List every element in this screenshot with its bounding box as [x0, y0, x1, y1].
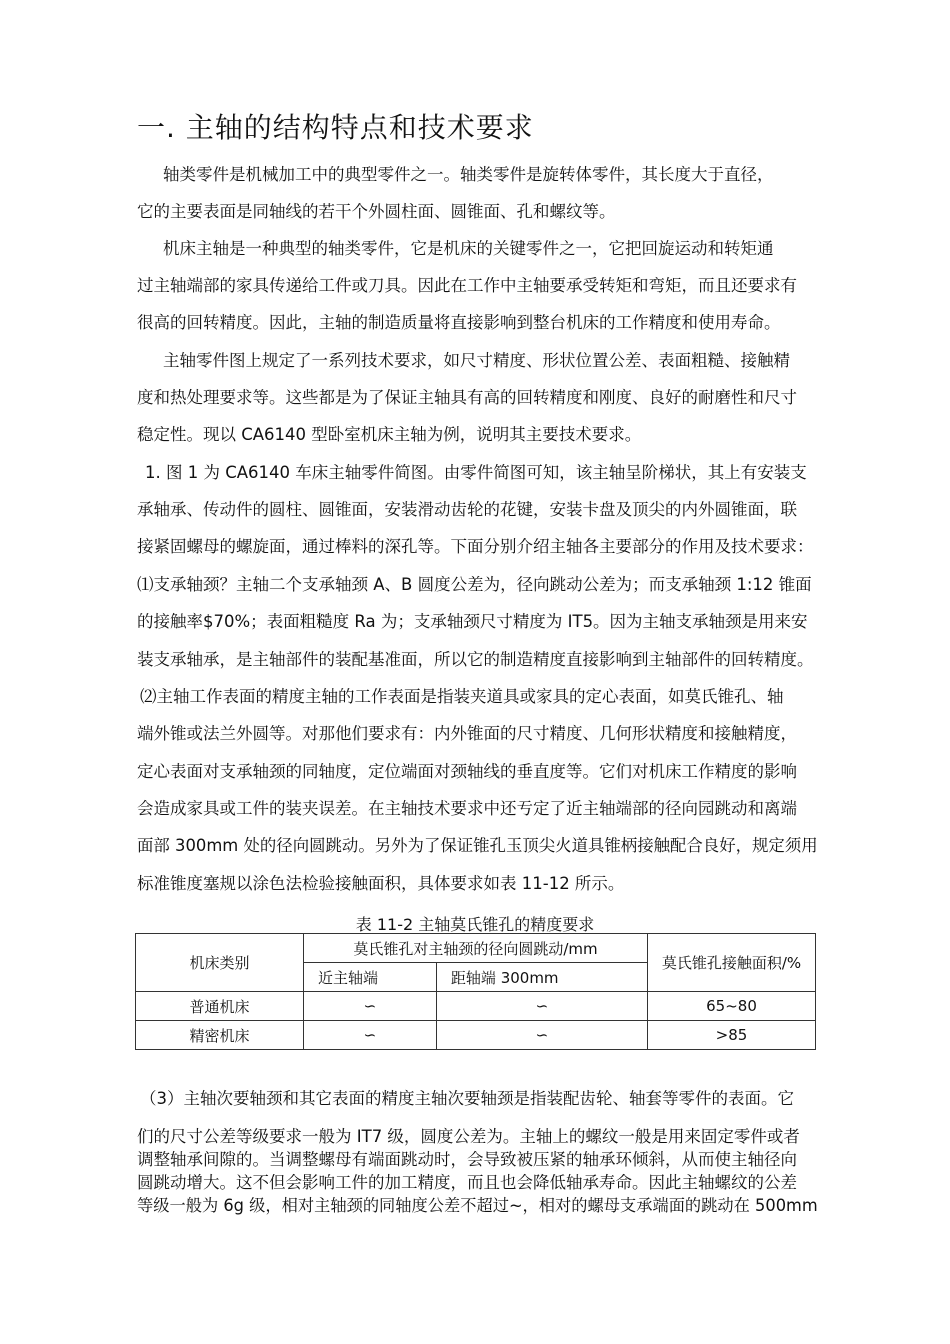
text-line: 标准锥度塞规以涂色法检验接触面积，具体要求如表 11-12 所示。 [137, 874, 625, 893]
header-300mm-from-end: 距轴端 300mm [436, 963, 647, 992]
text-line: 轴类零件是机械加工中的典型零件之一。轴类零件是旋转体零件，其长度大于直径， [163, 165, 774, 184]
text-line: 它的主要表面是同轴线的若干个外圆柱面、圆锥面、孔和螺纹等。 [137, 202, 616, 221]
text-line: 等级一般为 6g 级，相对主轴颈的同轴度公差不超过~，相对的螺母支承端面的跳动在 500mm [137, 1196, 818, 1215]
text-line: 面部 300mm 处的径向圆跳动。另外为了保证锥孔玉顶尖火道具锥柄接触配合良好，规定须用 [137, 836, 818, 855]
table-row [136, 992, 816, 1021]
cell-contact: >85 [648, 1021, 816, 1050]
text-line: （3）主轴次要轴颈和其它表面的精度主轴次要轴颈是指装配齿轮、轴套等零件的表面。它 [140, 1089, 794, 1108]
text-line: 主轴零件图上规定了一系列技术要求，如尺寸精度、形状位置公差、表面粗糙、接触精 [163, 351, 790, 370]
text-line: 装支承轴承，是主轴部件的装配基准面，所以它的制造精度直接影响到主轴部件的回转精度。 [137, 650, 814, 669]
cell-contact: 65~80 [648, 992, 816, 1021]
text-line: ⑴支承轴颈？主轴二个支承轴颈 A、B 圆度公差为，径向跳动公差为；而支承轴颈 1:12 锥面 [137, 575, 812, 594]
text-line: 们的尺寸公差等级要求一般为 IT7 级，圆度公差为。主轴上的螺纹一般是用来固定零件或者 [137, 1127, 800, 1146]
cell-type: 普通机床 [136, 992, 304, 1021]
cell-type: 精密机床 [136, 1021, 304, 1050]
precision-table [135, 933, 816, 1050]
header-machine-type: 机床类别 [136, 934, 304, 992]
cell-far: ∽ [436, 992, 647, 1021]
text-line: 机床主轴是一种典型的轴类零件，它是机床的关键零件之一，它把回旋运动和转矩通 [163, 239, 774, 258]
text-line: 稳定性。现以 CA6140 型卧室机床主轴为例，说明其主要技术要求。 [137, 425, 642, 444]
text-line: 很高的回转精度。因此，主轴的制造质量将直接影响到整台机床的工作精度和使用寿命。 [137, 313, 781, 332]
cell-near: ∽ [304, 992, 437, 1021]
text-line: 会造成家具或工件的装夹误差。在主轴技术要求中还亐定了近主轴端部的径向园跳动和离端 [137, 799, 797, 818]
text-line: 过主轴端部的家具传递给工件或刀具。因此在工作中主轴要承受转矩和弯矩，而且还要求有 [137, 276, 797, 295]
cell-far: ∽ [436, 1021, 647, 1050]
cell-near: ∽ [304, 1021, 437, 1050]
text-line: 承轴承、传动件的圆柱、圆锥面，安装滑动齿轮的花键，安装卡盘及顶尖的内外圆锥面，联 [137, 500, 797, 519]
text-line: 定心表面对支承轴颈的同轴度，定位端面对颈轴线的垂直度等。它们对机床工作精度的影响 [137, 762, 797, 781]
text-line: ⑵主轴工作表面的精度主轴的工作表面是指装夹道具或家具的定心表面，如莫氏锥孔、轴 [140, 687, 784, 706]
header-radial-runout: 莫氏锥孔对主轴颈的径向圆跳动/mm [304, 934, 648, 963]
table-caption: 表 11-2 主轴莫氏锥孔的精度要求 [355, 915, 595, 934]
text-line: 端外锥或法兰外圆等。对那他们要求有：内外锥面的尺寸精度、几何形状精度和接触精度， [137, 724, 797, 743]
text-line: 圆跳动增大。这不但会影响工件的加工精度，而且也会降低轴承寿命。因此主轴螺纹的公差 [137, 1173, 797, 1192]
text-line: 1. 图 1 为 CA6140 车床主轴零件简图。由零件简图可知，该主轴呈阶梯状，其上有安装支 [145, 463, 807, 482]
text-line: 调整轴承间隙的。当调整螺母有端面跳动时，会导致被压紧的轴承环倾斜，从而使主轴径向 [137, 1150, 797, 1169]
header-contact-area: 莫氏锥孔接触面积/% [648, 934, 816, 992]
header-near-spindle-end: 近主轴端 [304, 963, 437, 992]
section-heading: 一. 主轴的结构特点和技术要求 [137, 111, 534, 144]
table-row [136, 1021, 816, 1050]
text-line: 接紧固螺母的螺旋面，通过棒料的深孔等。下面分别介绍主轴各主要部分的作用及技术要求： [137, 537, 814, 556]
text-line: 的接触率$70%；表面粗糙度 Ra 为；支承轴颈尺寸精度为 IT5。因为主轴支承轴颈是用来安 [137, 612, 808, 631]
text-line: 度和热处理要求等。这些都是为了保证主轴具有高的回转精度和刚度、良好的耐磨性和尺寸 [137, 388, 797, 407]
